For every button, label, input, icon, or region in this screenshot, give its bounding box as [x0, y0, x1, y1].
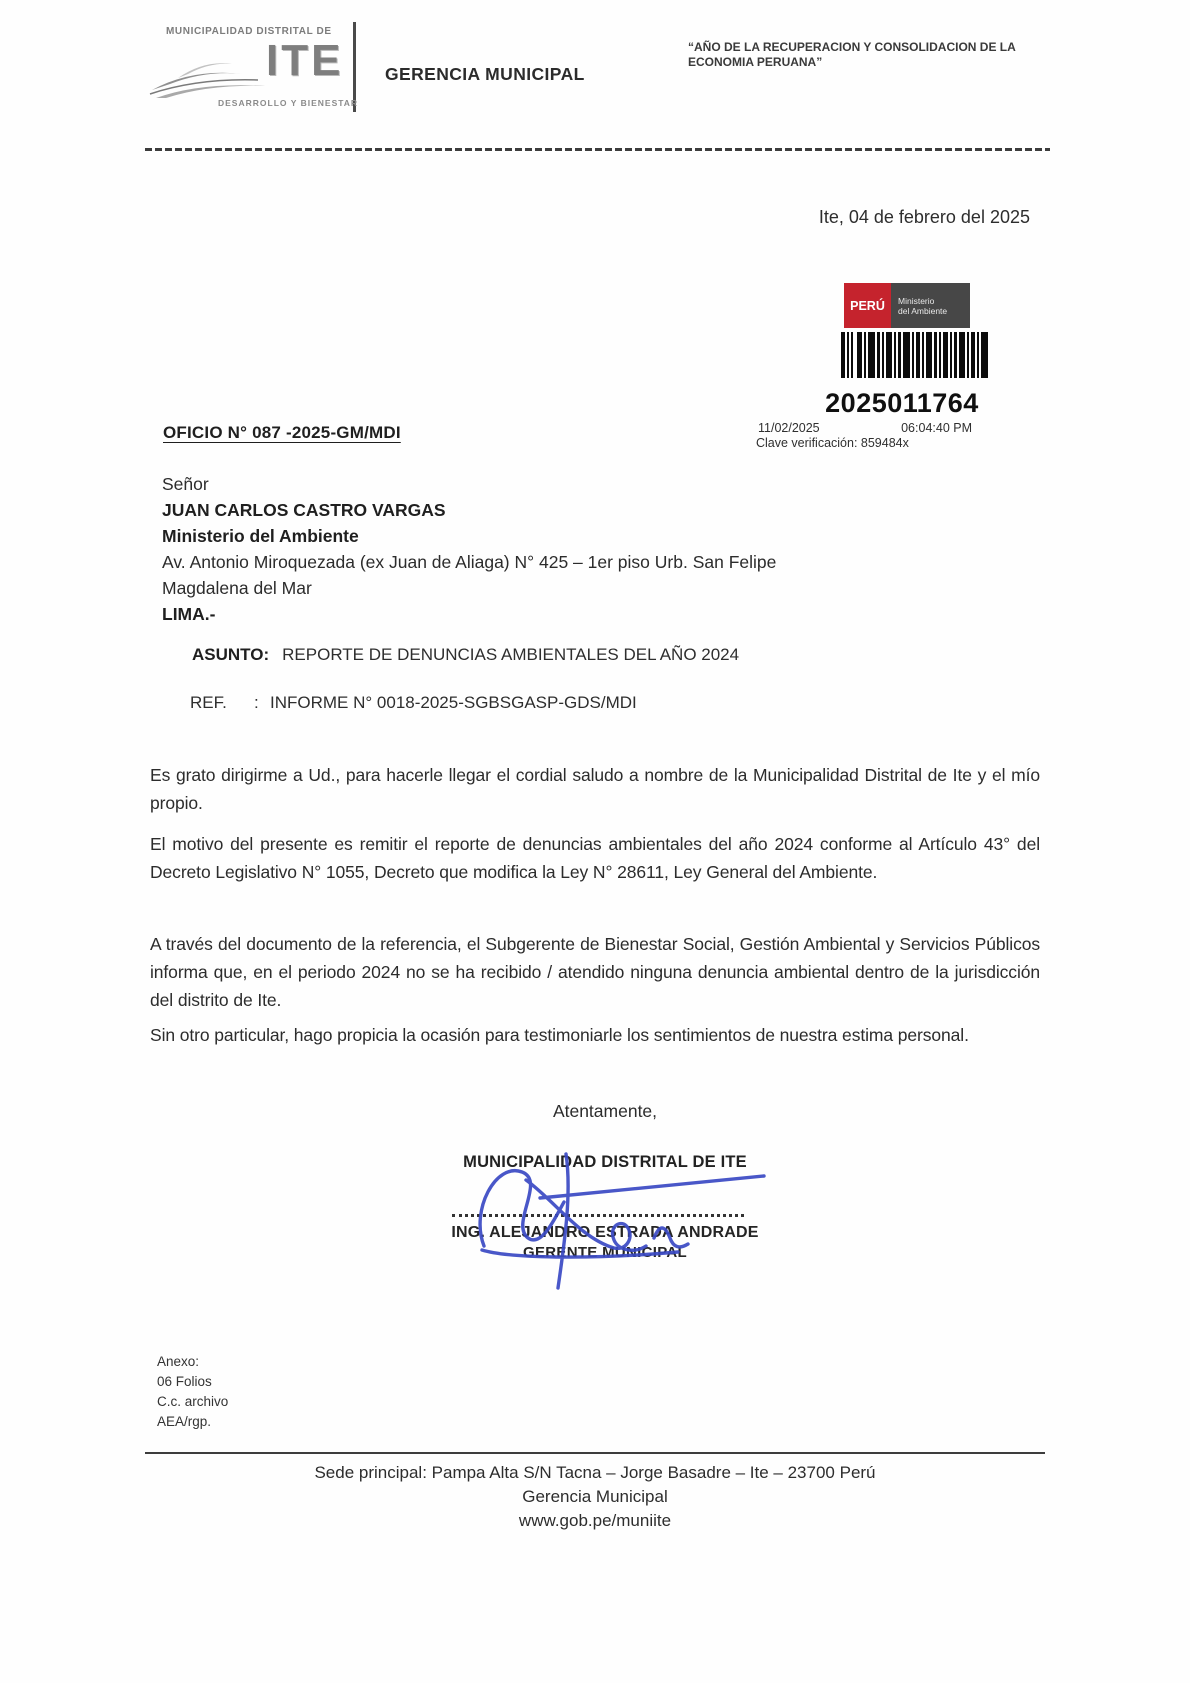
year-motto: “AÑO DE LA RECUPERACION Y CONSOLIDACION DE LA ECONOMIA PERUANA”: [688, 40, 1016, 69]
signatory-name: ING. ALEJANDRO ESTRADA ANDRADE: [451, 1224, 759, 1241]
recipient-entity: Ministerio del Ambiente: [162, 526, 359, 546]
peru-brand-badge: PERÚ: [844, 283, 891, 328]
body-paragraph: Es grato dirigirme a Ud., para hacerle llegar el cordial saludo a nombre de la Municipalidad Distrital de Ite y el mío propio.: [150, 765, 1040, 813]
recipient-address-line2: Magdalena del Mar: [162, 578, 312, 598]
subject-text: REPORTE DE DENUNCIAS AMBIENTALES DEL AÑO 2024: [282, 645, 740, 664]
body-paragraph: A través del documento de la referencia, el Subgerente de Bienestar Social, Gestión Ambiental y Servicios Públicos informa que, en el periodo 2024 no se ha recibido / atendido ninguna denuncia ambiental dentro de la jurisdicción del distrito de Ite.: [150, 934, 1040, 1010]
footer-divider: [145, 1452, 1045, 1454]
recipient-address-line1: Av. Antonio Miroquezada (ex Juan de Aliaga) N° 425 – 1er piso Urb. San Felipe: [162, 552, 777, 572]
closing-salutation: Atentamente,: [552, 1101, 658, 1121]
body-paragraph: El motivo del presente es remitir el reporte de denuncias ambientales del año 2024 conforme al Artículo 43° del Decreto Legislativo N° 1055, Decreto que modifica la Ley N° 28611, Ley General del Ambiente.: [150, 834, 1040, 882]
reception-stamp: [756, 283, 994, 450]
ministry-brand-badge: [891, 283, 970, 328]
body-paragraph: Sin otro particular, hago propicia la ocasión para testimoniarle los sentimientos de nuestra estima personal.: [150, 1025, 969, 1045]
logo-org-big-text: ITE: [266, 36, 344, 85]
stamp-time: 06:04:40 PM: [901, 421, 972, 435]
barcode-icon: [841, 332, 988, 378]
header-dashed-divider: [145, 148, 1050, 151]
annex-block: [157, 1352, 228, 1432]
annex-line: AEA/rgp.: [157, 1414, 212, 1429]
reference-separator: :: [254, 693, 259, 712]
office-title: GERENCIA MUNICIPAL: [385, 64, 585, 84]
reference-row: [190, 693, 637, 713]
stamp-date: 11/02/2025: [758, 421, 820, 435]
subject-label: ASUNTO:: [192, 645, 270, 664]
logo-org-small-text: MUNICIPALIDAD DISTRITAL DE: [166, 26, 332, 37]
stamp-verification-key: Clave verificación: 859484x: [756, 436, 909, 450]
signatory-title: GERENTE MUNICIPAL: [523, 1244, 687, 1261]
ministry-line2: del Ambiente: [898, 305, 948, 316]
ministry-brand-bar: [844, 283, 970, 328]
footer-address: Sede principal: Pampa Alta S/N Tacna – Jorge Basadre – Ite – 23700 Perú: [314, 1463, 876, 1482]
annex-line: 06 Folios: [157, 1374, 212, 1389]
oficio-number: OFICIO N° 087 -2025-GM/MDI: [163, 423, 401, 442]
recipient-salutation: Señor: [162, 474, 209, 494]
municipality-logo: [148, 22, 359, 112]
signature-organization: MUNICIPALIDAD DISTRITAL DE ITE: [463, 1153, 747, 1171]
recipient-name: JUAN CARLOS CASTRO VARGAS: [162, 500, 446, 520]
stamp-datetime: [756, 421, 972, 435]
handwritten-signature-ink: [468, 1146, 778, 1296]
recipient-city: LIMA.-: [162, 604, 216, 624]
recipient-block: [162, 471, 776, 627]
footer-block: [145, 1461, 1045, 1533]
reference-label: REF.: [190, 693, 227, 712]
ministry-line1: Ministerio: [898, 295, 935, 306]
reference-text: INFORME N° 0018-2025-SGBSGASP-GDS/MDI: [270, 693, 637, 712]
stamp-tracking-number: 2025011764: [825, 388, 979, 418]
footer-website: www.gob.pe/muniite: [518, 1511, 672, 1530]
annex-line: C.c. archivo: [157, 1394, 229, 1409]
logo-tagline: DESARROLLO Y BIENESTAR: [218, 98, 359, 108]
subject-row: [192, 645, 739, 665]
dateline: Ite, 04 de febrero del 2025: [818, 207, 1030, 227]
footer-office: Gerencia Municipal: [522, 1487, 668, 1506]
annex-line: Anexo:: [157, 1354, 200, 1369]
